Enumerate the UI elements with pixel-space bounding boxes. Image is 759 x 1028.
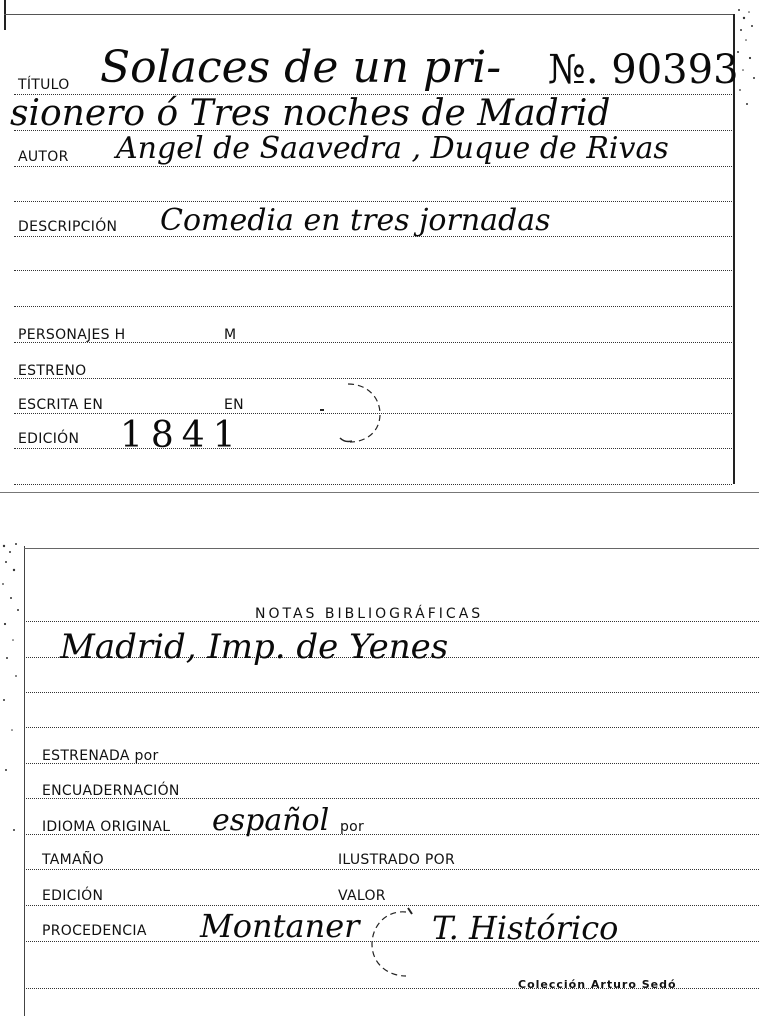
top-card-left-border	[4, 0, 6, 30]
personajes-label: PERSONAJES H	[18, 327, 126, 343]
procedencia-value-1: Montaner	[200, 907, 360, 945]
procedencia-value-2: T. Histórico	[432, 909, 619, 947]
notas-value: Madrid, Imp. de Yenes	[60, 627, 449, 667]
titulo-label: TÍTULO	[18, 77, 70, 93]
edicion-bottom-label: EDICIÓN	[42, 888, 104, 904]
valor-label: VALOR	[338, 888, 386, 904]
stamp-mark	[310, 380, 390, 450]
idioma-label: IDIOMA ORIGINAL	[42, 819, 171, 835]
edicion-label: EDICIÓN	[18, 431, 80, 447]
top-card-top-border	[4, 14, 734, 15]
rule-line	[14, 378, 732, 379]
stamp-mark	[362, 904, 432, 984]
idioma-value: español	[212, 803, 330, 838]
edicion-value: 1841	[120, 415, 244, 456]
por-label: por	[340, 819, 365, 835]
descripcion-label: DESCRIPCIÓN	[18, 219, 118, 235]
autor-label: AUTOR	[18, 149, 69, 165]
titulo-value-line1: Solaces de un pri-	[100, 42, 502, 93]
bottom-card-top-border	[24, 548, 759, 549]
procedencia-label: PROCEDENCIA	[42, 923, 147, 939]
descripcion-value: Comedia en tres jornadas	[160, 203, 551, 238]
bottom-card-left-border	[24, 546, 25, 1016]
rule-line	[14, 166, 732, 167]
edge-speckle-top	[735, 0, 759, 120]
en-label: EN	[224, 397, 244, 413]
rule-line	[14, 306, 732, 307]
rule-line	[14, 270, 732, 271]
edge-speckle-left	[0, 540, 24, 840]
rule-line	[26, 692, 759, 693]
titulo-value-line2: sionero ó Tres noches de Madrid	[10, 93, 611, 134]
ilustrado-label: ILUSTRADO POR	[338, 852, 455, 868]
estreno-label: ESTRENO	[18, 363, 87, 379]
rule-line	[14, 201, 732, 202]
personajes-m-label: M	[224, 327, 237, 343]
catalog-number: №. 90393	[548, 47, 739, 93]
tamano-label: TAMAÑO	[42, 852, 104, 868]
encuadernacion-label: ENCUADERNACIÓN	[42, 783, 180, 799]
escrita-en-label: ESCRITA EN	[18, 397, 104, 413]
top-card-bottom-border	[0, 492, 759, 493]
rule-line	[14, 484, 732, 485]
rule-line	[26, 869, 759, 870]
rule-line	[26, 727, 759, 728]
notas-title: NOTAS BIBLIOGRÁFICAS	[255, 606, 484, 622]
coleccion-label: Colección Arturo Sedó	[518, 978, 677, 991]
estrenada-label: ESTRENADA por	[42, 748, 159, 764]
autor-value: Angel de Saavedra , Duque de Rivas	[116, 131, 669, 166]
